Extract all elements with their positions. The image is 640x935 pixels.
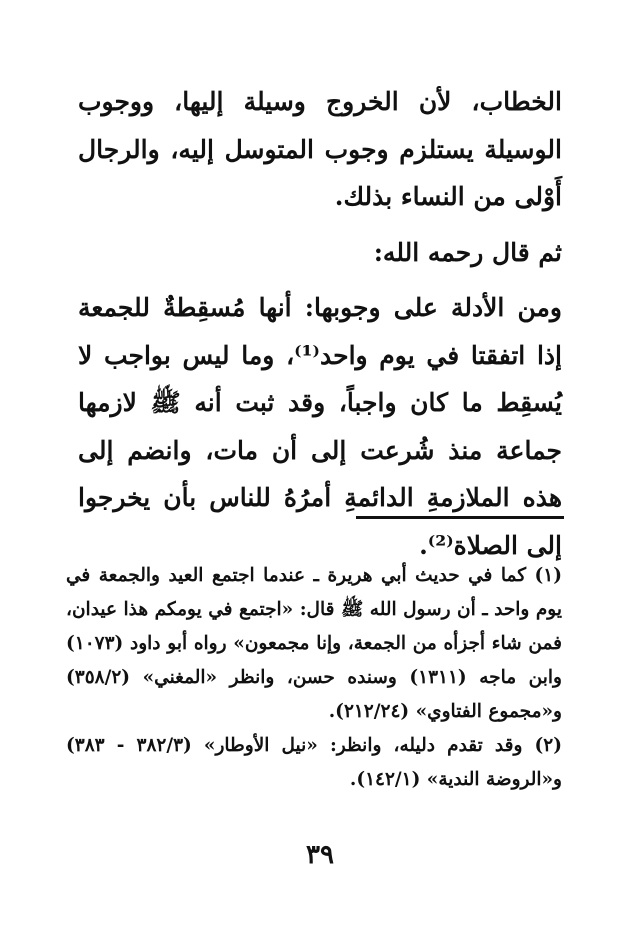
page-number: ٣٩ bbox=[306, 840, 334, 870]
paragraph-quote-intro: ثم قال رحمه الله: bbox=[373, 237, 562, 267]
main-text bbox=[78, 78, 562, 569]
footnotes bbox=[66, 559, 562, 797]
footnote-1: (١) كما في حديث أبي هريرة ـ عندما اجتمع العيد والجمعة في يوم واحد ـ أن رسول الله ﷺ قال: «اجتمع في يومكم هذا عيدان، فمن شاء أجزأه من الجمعة، وإنا مجمعون» رواه أبو داود (١٠٧٣) وابن ماجه (١٣١١) وسنده حسن، وانظر «المغني» (٣٥٨/٢) و«مجموع الفتاوي» (٢١٢/٢٤). bbox=[66, 565, 562, 722]
paragraph-evidence: ومن الأدلة على وجوبها: أنها مُسقِطةٌ للجمعة إذا اتفقتا في يوم واحد⁽¹⁾، وما ليس بواجب لا يُسقِط ما كان واجباً، وقد ثبت أنه ﷺ لازمها جماعة منذ شُرعت إلى أن مات، وانضم إلى هذه الملازمةِ الدائمةِ أمرُهُ للناس بأن يخرجوا إلى الصلاة⁽²⁾. bbox=[78, 293, 563, 560]
footnote-divider bbox=[356, 516, 564, 519]
footnote-2: (٢) وقد تقدم دليله، وانظر: «نيل الأوطار» (٣٨٢/٣ - ٣٨٣) و«الروضة الندية» (١٤٢/١). bbox=[66, 735, 562, 790]
paragraph-continuation: الخطاب، لأن الخروج وسيلة إليها، ووجوب الوسيلة يستلزم وجوب المتوسل إليه، والرجال أَوْلى من النساء بذلك. bbox=[78, 87, 562, 211]
